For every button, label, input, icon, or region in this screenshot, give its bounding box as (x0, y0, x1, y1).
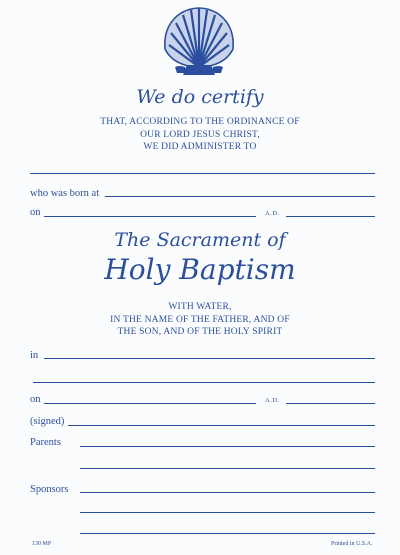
intro-text (0, 116, 400, 154)
recipient-name-line[interactable] (30, 173, 375, 174)
intro-heading: We do certify (136, 86, 264, 108)
sponsors-line-2[interactable] (80, 512, 375, 513)
formula-text (0, 301, 400, 339)
birth-date-line[interactable] (44, 216, 256, 217)
signature-line[interactable] (68, 425, 375, 426)
birth-on-label: on (30, 207, 41, 218)
baptism-year-line[interactable] (286, 403, 375, 404)
birth-year-line[interactable] (286, 216, 375, 217)
scallop-shell-icon (157, 5, 241, 77)
footer-printed: Printed in U.S.A. (331, 541, 373, 547)
baptism-on-label: on (30, 394, 41, 405)
baptism-date-line[interactable] (44, 403, 256, 404)
formula-line: WITH WATER, (168, 302, 232, 312)
place-line-1[interactable] (44, 358, 375, 359)
intro-line: WE DID ADMINISTER TO (143, 142, 257, 152)
place-line-2[interactable] (33, 382, 375, 383)
parents-label: Parents (30, 437, 61, 448)
signed-label: (signed) (30, 416, 65, 427)
birth-ad-label: A.D. (265, 210, 280, 217)
formula-line: IN THE NAME OF THE FATHER, AND OF (110, 314, 290, 325)
formula-line: THE SON, AND OF THE HOLY SPIRIT (117, 327, 283, 337)
sponsors-label: Sponsors (30, 484, 69, 495)
parents-line-1[interactable] (80, 446, 375, 447)
sponsors-line-1[interactable] (80, 492, 375, 493)
title-line-2: Holy Baptism (104, 253, 296, 286)
born-at-label: who was born at (30, 188, 100, 199)
footer-code: 130 MP (32, 541, 52, 547)
birthplace-line[interactable] (105, 196, 375, 197)
parents-line-2[interactable] (80, 468, 375, 469)
baptism-ad-label: A.D. (265, 397, 280, 404)
sponsors-line-3[interactable] (80, 533, 375, 534)
intro-line: OUR LORD JESUS CHRIST, (140, 129, 260, 140)
title-line-1: The Sacrament of (114, 229, 286, 251)
in-label: in (30, 350, 39, 361)
intro-line: THAT, ACCORDING TO THE ORDINANCE OF (100, 117, 300, 127)
